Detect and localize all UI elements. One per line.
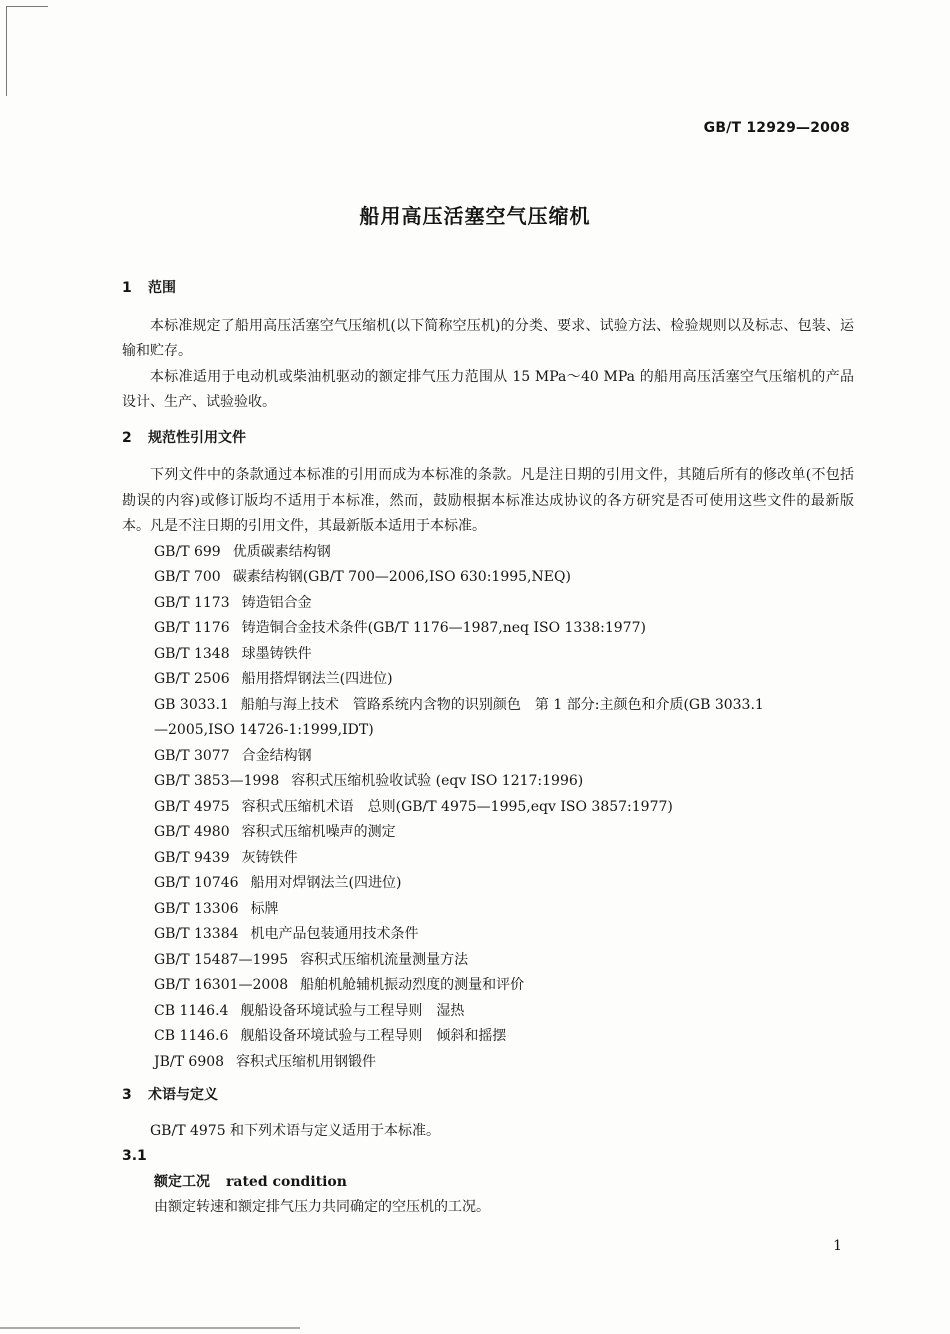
reference-list	[122, 540, 854, 1076]
term-chinese: 额定工况	[154, 1173, 210, 1190]
reference-title: 船用搭焊钢法兰(四进位)	[241, 671, 393, 687]
document-title: 船用高压活塞空气压缩机	[359, 204, 591, 228]
reference-code: GB/T 1173	[154, 594, 230, 611]
reference-item	[154, 591, 854, 617]
crop-mark-vertical	[6, 6, 7, 96]
reference-code: GB/T 699	[154, 543, 221, 560]
reference-title: 船舶机舱辅机振动烈度的测量和评价	[300, 977, 525, 993]
reference-item	[154, 616, 854, 642]
reference-title: 铸造铜合金技术条件(GB/T 1176—1987,neq ISO 1338:1977)	[241, 620, 646, 636]
reference-item	[154, 693, 854, 744]
reference-title: 容积式压缩机用钢锻件	[236, 1053, 377, 1070]
section-number: 1	[122, 280, 132, 296]
section-number: 3	[122, 1087, 132, 1103]
term-english: rated condition	[226, 1173, 347, 1190]
reference-title: 球墨铸铁件	[241, 645, 312, 662]
reference-code: GB/T 13384	[154, 926, 239, 942]
reference-code: CB 1146.4	[154, 1002, 229, 1019]
standard-code: GB/T 12929—2008	[703, 120, 850, 136]
reference-item	[154, 897, 854, 923]
reference-title: 机电产品包装通用技术条件	[250, 926, 419, 942]
section-heading-scope	[122, 276, 854, 302]
reference-item	[154, 565, 854, 591]
term-entry	[122, 1170, 854, 1196]
reference-title: 碳素结构钢(GB/T 700—2006,ISO 630:1995,NEQ)	[232, 569, 571, 585]
reference-code: GB/T 3077	[154, 747, 230, 764]
reference-item	[154, 769, 854, 795]
reference-code: GB/T 1348	[154, 645, 230, 662]
reference-title: 舰船设备环境试验与工程导则 倾斜和摇摆	[240, 1028, 507, 1044]
scope-paragraph-2: 本标准适用于电动机或柴油机驱动的额定排气压力范围从 15 MPa～40 MPa 的船用高压活塞空气压缩机的产品设计、生产、试验验收。	[122, 368, 854, 410]
reference-item	[154, 948, 854, 974]
reference-title: 容积式压缩机噪声的测定	[241, 824, 396, 840]
reference-code: GB/T 1176	[154, 620, 230, 636]
section-number: 2	[122, 429, 132, 446]
reference-item	[154, 642, 854, 668]
reference-code: GB/T 3853—1998	[154, 773, 280, 789]
reference-title: 舰船设备环境试验与工程导则 湿热	[240, 1002, 465, 1019]
reference-code: GB/T 2506	[154, 671, 230, 687]
reference-title: 标牌	[250, 900, 279, 917]
terms-intro: GB/T 4975 和下列术语与定义适用于本标准。	[150, 1122, 441, 1139]
section-title: 范围	[148, 280, 176, 296]
reference-item	[154, 795, 854, 821]
reference-title: 容积式压缩机术语 总则(GB/T 4975—1995,eqv ISO 3857:1977)	[241, 798, 673, 815]
reference-code: GB/T 15487—1995	[154, 951, 289, 968]
clause-number: 3.1	[122, 1148, 147, 1164]
reference-title: 铸造铝合金	[241, 594, 312, 611]
section-title: 术语与定义	[148, 1087, 218, 1103]
reference-code: GB/T 13306	[154, 900, 239, 917]
reference-title: 灰铸铁件	[241, 849, 298, 866]
reference-title: 优质碳素结构钢	[232, 543, 331, 560]
document-body	[122, 276, 854, 1221]
reference-item	[154, 1050, 854, 1076]
reference-code: GB/T 9439	[154, 849, 230, 866]
reference-item	[154, 667, 854, 693]
section-heading-normative-references	[122, 426, 854, 452]
reference-code: GB 3033.1	[154, 696, 229, 713]
reference-code: GB/T 10746	[154, 875, 239, 891]
crop-mark-horizontal	[6, 6, 48, 7]
reference-title: 合金结构钢	[241, 747, 312, 764]
reference-item	[154, 999, 854, 1025]
reference-item	[154, 871, 854, 897]
reference-title: 船舶与海上技术 管路系统内含物的识别颜色 第 1 部分:主颜色和介质(GB 3033.1	[240, 696, 764, 713]
reference-item	[154, 846, 854, 872]
reference-title-continuation: —2005,ISO 14726-1:1999,IDT)	[154, 722, 374, 738]
reference-item	[154, 973, 854, 999]
references-intro: 下列文件中的条款通过本标准的引用而成为本标准的条款。凡是注日期的引用文件，其随后所有的修改单(不包括勘误的内容)或修订版均不适用于本标准，然而，鼓励根据本标准达成协议的各方研究是否可使用这些文件的最新版本。凡是不注日期的引用文件，其最新版本适用于本标准。	[122, 467, 854, 534]
section-heading-terms	[122, 1083, 854, 1109]
reference-title: 容积式压缩机验收试验 (eqv ISO 1217:1996)	[291, 773, 584, 789]
bottom-scan-rule	[0, 1327, 300, 1329]
page-number: 1	[833, 1238, 842, 1254]
reference-code: GB/T 4975	[154, 798, 230, 815]
section-title: 规范性引用文件	[148, 429, 246, 446]
scope-paragraph-1: 本标准规定了船用高压活塞空气压缩机(以下简称空压机)的分类、要求、试验方法、检验规则以及标志、包装、运输和贮存。	[122, 317, 854, 359]
reference-code: GB/T 16301—2008	[154, 977, 289, 993]
reference-title: 船用对焊钢法兰(四进位)	[250, 875, 402, 891]
reference-code: GB/T 4980	[154, 824, 230, 840]
term-definition: 由额定转速和额定排气压力共同确定的空压机的工况。	[154, 1199, 490, 1215]
reference-item	[154, 540, 854, 566]
reference-code: JB/T 6908	[154, 1053, 225, 1070]
reference-item	[154, 1024, 854, 1050]
reference-item	[154, 820, 854, 846]
reference-code: GB/T 700	[154, 569, 221, 585]
reference-item	[154, 744, 854, 770]
reference-item	[154, 922, 854, 948]
reference-code: CB 1146.6	[154, 1028, 229, 1044]
reference-title: 容积式压缩机流量测量方法	[300, 951, 469, 968]
